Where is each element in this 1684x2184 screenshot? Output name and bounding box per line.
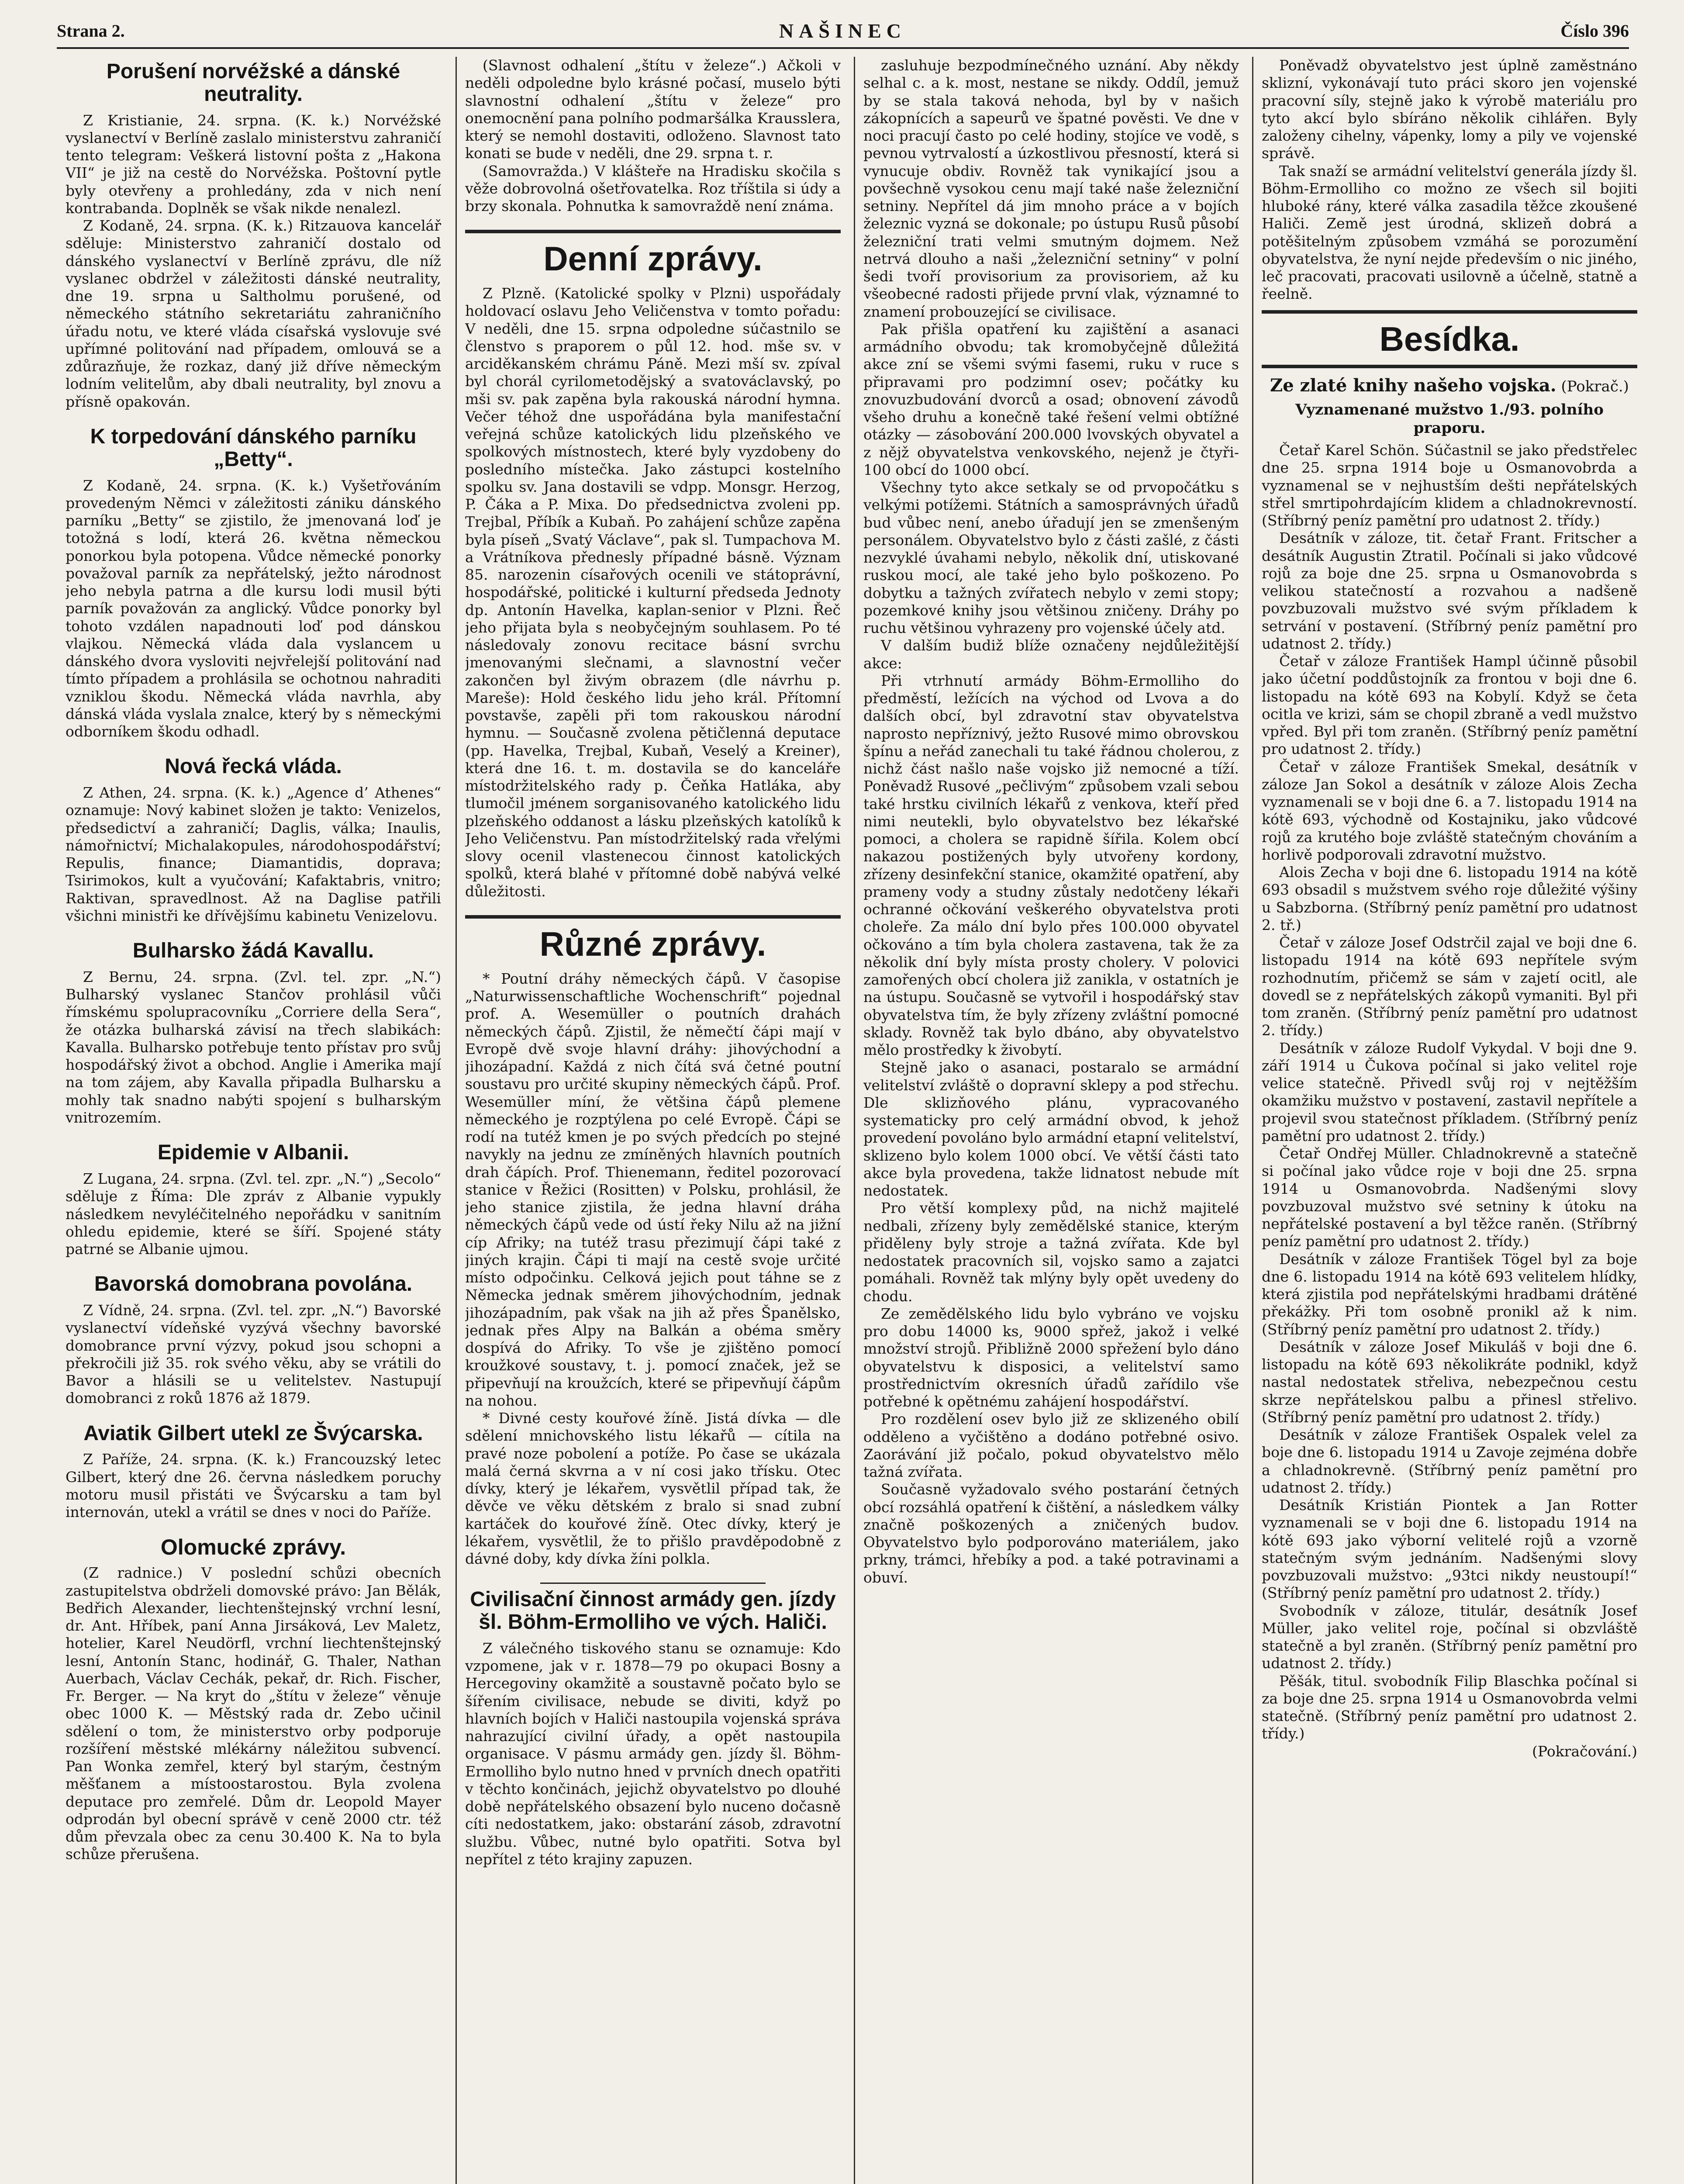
- paragraph: Z Paříže, 24. srpna. (K. k.) Francouzský letec Gilbert, který dne 26. června následkem poruchy motoru musil přistáti ve Švýcarsku a tam byl internován, utekl a vrátil se dnes v noci do Paříže.: [66, 1451, 441, 1521]
- headline: Epidemie v Albanii.: [157, 1141, 349, 1165]
- headline: K torpedování dánského parníku „Betty“.: [90, 425, 417, 471]
- article-civilisation: [465, 1588, 841, 1868]
- paragraph: Pro větší komplexy půd, na nichž majitelé nedbali, zřízeny byly zemědělské stanice, kterým přiděleny byly stroje a tažná zvířata. Kde byl nedostatek pracovních sil, vojsko samo a zajatci pomáhali. Rovněž tak mlýny byly opět uvedeny do chodu.: [863, 1199, 1239, 1305]
- paragraph: Z Bernu, 24. srpna. (Zvl. tel. zpr. „N.“) Bulharský vyslanec Stančov prohlásil vůči římskému spolupracovníku „Corriere della Sera“, že otázka bulharská závisí na třech slabikách: Kavalla. Bulharsko potřebuje tento přístav pro svůj hospodářský život a obchod. Anglie i Amerika mají na tom zájem, aby Kavalla připadla Bulharsku a mohly tak snadno nabýti spojení s bulharským vnitrozemím.: [66, 968, 441, 1126]
- column-rule: [456, 57, 457, 2184]
- paragraph: Z Kodaně, 24. srpna. (K. k.) Vyšetřováním provedeným Němci v záležitosti zániku dánského parníku „Betty“ se zjistilo, že jmenovaná loď je totožná s lodí, která 26. května německou ponorkou byla potopena. Vůdce německé ponorky považoval parník za nepřátelský, ježto národnost jeho nebyla patrna a dle kursu lodi musil býti parník považován za anglický. Vůdce ponorky byl tohoto vzdálen napadnouti loď pod dánskou vlajkou. Německá vláda dala vyslancem u dánského dvora vysloviti nejvřelejší politování nad tímto případem a prohlásila se ochotnou nahraditi vzniklou škodu. Německá vláda navrhla, aby dánská vláda vyslala znalce, který by s německými odborníkem škodu odhadl.: [66, 477, 441, 740]
- paragraph: Alois Zecha v boji dne 6. listopadu 1914 na kótě 693 obsadil s mužstvem svého roje důležité výšiny u Sabzborna. (Stříbrný peníz pamětní pro udatnost 2. tř.): [1262, 864, 1637, 933]
- headline: Porušení norvéžské a dánské neutrality.: [106, 60, 400, 106]
- column-rule: [1252, 57, 1253, 2184]
- paragraph: Tak snaží se armádní velitelství generála jízdy šl. Böhm-Ermolliho co možno ze všech sil bojiti hluboké rány, které válka zasadila těžce zkoušené Haliči. Země jest úrodná, sklizeň dobrá a potěšitelným způsobem vzmáhá se porozumění obyvatelstva, že nyní nejde především o nic jiného, leč pracovati, pracovati usilovně a účelně, statně a řeelně.: [1262, 162, 1637, 303]
- paragraph: Četař v záloze František Hampl účinně působil jako účetní poddůstojník za frontou v boji dne 6. listopadu na kótě 693 na Kobylí. Když se četa ocitla ve krizi, sám se chopil zbraně a vedl mužstvo vpřed. Byl při tom zraněn. (Stříbrný peníz pamětní pro udatnost 2. třídy.): [1262, 653, 1637, 758]
- paragraph: (Samovražda.) V klášteře na Hradisku skočila s věže dobrovolná ošetřovatelka. Roz tříštila si údy a brzy skonala. Pohnutka k samovraždě není známa.: [465, 162, 841, 214]
- paragraph: Z Kristianie, 24. srpna. (K. k.) Norvéžské vyslanectví v Berlíně zaslalo ministerstvu zahraničí tento telegram: Veškerá listovní pošta z „Hakona VII“ je již na cestě do Norvéžska. Poštovní pytle byly otevřeny a prohledány, zda v nich není kontrabanda. Doplněk se však nikde nenalezl.: [66, 111, 441, 217]
- issue-number: Číslo 396: [1560, 21, 1629, 41]
- paragraph: (Slavnost odhalení „štítu v železe“.) Ačkoli v neděli odpoledne bylo krásné počasí, muselo býti slavnostní odhalení „štítu v železe“ pro onemocnění pana polního podmaršálka Krausslera, který se nemohl dostaviti, odloženo. Slavnost tato konati se bude v neděli, dne 29. srpna t. r.: [465, 57, 841, 162]
- article-neutrality: [66, 60, 441, 411]
- paragraph: Z Plzně. (Katolické spolky v Plzni) uspořádaly holdovací oslavu Jeho Veličenstva v tomto pořadu: V neděli, dne 15. srpna odpoledne súčastnilo se členstvo s praporem o půl 12. hod. mše sv. v arciděkanském chrámu Páně. Mezi mší sv. zpíval byl chorál cyrilometodějský a svatováclavský, po mši sv. pak zapěna byla rakouská národní hymna. Večer téhož dne uspořádána byla manifestační veřejná schůze katolických lidu plzeňského ve spolkových místnostech, které byly vyzdobeny do posledního místečka. Jako zástupci kostelního spolku sv. Jana dostavili se vdpp. Monsgr. Herzog, P. Čáka a P. Mixa. Do předsednictva zvoleni pp. Trejbal, Příbík a Kubaň. Po zahájení schůze zapěna byla píseň „Svatý Václave“, pak sl. Tumpachova M. a Vrátníkova přednesly případné básně. Význam 85. narozenin císařových ocenili ve státoprávní, hospodářské, politické i kulturní předseda Jednoty dp. Antonín Havelka, kaplan-senior v Plzni. Řeč jeho přijata byla s neobyčejným souhlasem. Po té následovaly zonovu recitace básní svrchu jmenovanými slečnami, a slavnostní večer zakončen byl živým obrazem (dle návrhu p. Mareše): Hold českého lidu jeho král. Přítomní povstavše, zapěli při tom rakouskou národní hymnu. — Současně zvolena pětičlenná deputace (pp. Havelka, Trejbal, Kubaň, Veselý a Kreiner), která dne 16. t. m. dostavila se do kanceláře místodržitelského rady p. Čeňka Hatláka, aby tlumočil jménem sorganisovaného katolického lidu plzeňského oddanost a lásku plzeňských katolíků k Jeho Veličenstvu. Pan místodržitelský rada vřelými slovy ocenil vlastenecou činnost katolických spolků, která blahé v přítomné době nabývá velké důležitosti.: [465, 285, 841, 900]
- divider: [540, 1583, 766, 1584]
- page-header: [57, 17, 1629, 44]
- column-rule: [854, 57, 855, 2184]
- paragraph: zasluhuje bezpodmínečného uznání. Aby někdy selhal c. a k. most, nestane se nikdy. Oddíl, jemuž by se stala taková nehoda, byl by v našich zákopnících a sapeurů ve špatné pověsti. Ve dne v noci pracují často po celé hodiny, stojíce ve vodě, s pevnou vytrvalostí a úzkostlivou přesností, která si vynucuje obdiv. Rovněž tak vynikající jsou a povšechně vysokou cenu mají také naše železniční setniny. Nepřítel dá jim mnoho práce a v bojích železnic vyzná se dokonale; po ústupu Rusů působí železniční trati velmi smutným dojmem. Než netrvá dlouho a naši „železniční setniny“ v polní šedi tvoří provisorium za provisoriem, až ku všeobecné radosti přijede první vlak, významné to znamení probouzející se civilisace.: [863, 57, 1239, 320]
- paragraph: Pak přišla opatření ku zajištění a asanaci armádního obvodu; tak kromobyčejně důležitá akce zní se všemi svými fasemi, ruku v ruce s připravami pro podzimní osev; počátky ku znovuzbudování dvorců a osad; obnovení závodů všeho druhu a konečně také řešení velmi obtížné otázky — zásobování 200.000 lvovských obyvatel a z nějž obyvatelstva venkovského, nejenž je čtyři-100 obcí do 1000 obcí.: [863, 320, 1239, 478]
- paragraph: Pěšák, titul. svobodník Filip Blaschka počínal si za boje dne 25. srpna 1914 u Osmanovobrda velmi statečně. (Stříbrný peníz pamětní pro udatnost 2. třídy.): [1262, 1672, 1637, 1742]
- paragraph: Desátník v záloze Rudolf Vykydal. V boji dne 9. září 1914 u Čukova počínal si jako velitel roje velice statečně. Přivedl svůj roj v nejtěžším okamžiku mužstvo v postavení, zastavil nepřítele a projevil svou statečnost příkladem. (Stříbrný peníz pamětní pro udatnost 2. třídy.): [1262, 1039, 1637, 1144]
- paragraph: Současně vyžadovalo svého postarání četných obcí rozsáhlá opatření k čištění, a následkem války značně poškozených a zničených budov. Obyvatelstvo bylo podporováno materiálem, jako prkny, trámci, hřebíky a pod. a také potravinami a obuví.: [863, 1481, 1239, 1586]
- paragraph: Z Kodaně, 24. srpna. (K. k.) Ritzauova kancelář sděluje: Ministerstvo zahraničí dostalo od dánského vyslanectví v Berlíně zprávu, dle níž vyslanec obdržel v záležitosti dánské neutrality, dne 19. srpna u Saltholmu porušené, od německého státního sekretariátu zahraničního úřadu notu, ve které vláda císařská vyslovuje své upřímné politování nad případem, omlouvá se a zdůrazňuje, že rozkaz, daný již dříve německým lodním velitelům, aby dbali neutrality, byl znovu a přísně opakován.: [66, 217, 441, 410]
- paragraph: Z Lugana, 24. srpna. (Zvl. tel. zpr. „N.“) „Secolo“ sděluje z Říma: Dle zpráv z Albanie vypukly následkem nevyléčitelného nepořádku v sanitním ohledu epidemie, které se šíří. Spojené státy patrné se Albanie ujmou.: [66, 1170, 441, 1258]
- paragraph: Poněvadž obyvatelstvo jest úplně zaměstnáno sklizní, vykonávají tuto práci skoro jen vojenské pracovní síly, stejně jako k výrobě materiálu pro tyto akcí bylo sbíráno několik cihlářen. Byly založeny cihelny, vápenky, lomy a pily ve vojenské správě.: [1262, 57, 1637, 162]
- paragraph: Četař v záloze Josef Odstrčil zajal ve boji dne 6. listopadu 1914 na kótě 693 nepřítele svým rozhodnutím, přičemž se sám v zajetí ocitl, ale dovedl se z nepřátelských zákopů vymaniti. Byl při tom zraněn. (Stříbrný peníz pamětní pro udatnost 2. třídy.): [1262, 934, 1637, 1039]
- paragraph: Z válečného tiskového stanu se oznamuje: Kdo vzpomene, jak v r. 1878—79 po okupaci Bosny a Hercegoviny okamžitě a soustavně počato bylo se šířením civilisace, nebude se diviti, když po hlavních bojích v Haliči nastoupila vojenská správa nahrazující civilní úřady, a opět nastoupila organisace. V pásmu armády gen. jízdy šl. Böhm-Ermolliho bylo nutno hned v prvních dnech opatřiti v těchto končinách, jejichž obyvatelstvo po dlouhé době nepřátelského obsazení bylo nuceno dočasně cíti nedostatkem, jako: obstarání zásob, zdravotní službu. Vůbec, nutné bylo opatřiti. Sotva byl nepřítel z této krajiny zapuzen.: [465, 1639, 841, 1868]
- column-3: [863, 57, 1239, 2184]
- paragraph: * Divné cesty kouřové žíně. Jistá dívka — dle sdělení mnichovského listu lékařů — cítila na pravé noze pobolení a potíže. Po čase se ukázala malá černá skvrna a v ní cosi jako třísku. Otec dívky, který je lékařem, vysvětlil případ tak, že děvče ve věku dětském z bralo si snad zubní kartáček do kouřové žíně. Otec dívky, který je lékařem, vysvětlil, že to přišlo pravděpodobně z dávné doby, kdy dívka žíni polkla.: [465, 1410, 841, 1568]
- paragraph: Četař Ondřej Müller. Chladnokrevně a statečně si počínal jako vůdce roje v boji dne 25. srpna 1914 u Osmanovobrda. Nadšenými slovy povzbuzoval mužstvo své setniny k útoku na nepřátelské postavení a byl těžce raněn. (Stříbrný peníz pamětní pro udatnost 2. třídy.): [1262, 1145, 1637, 1250]
- section-headline: Různé zprávy.: [539, 924, 766, 963]
- paragraph: Desátník v záloze František Ospalek velel za boje dne 6. listopadu 1914 u Zavoje zejména dobře a chladnokrevně. (Stříbrný peníz pamětní pro udatnost 2. třídy.): [1262, 1426, 1637, 1496]
- paragraph: Stejně jako o asanaci, postaralo se armádní velitelství zvláště o dopravní sklepy a pod střechu. Dle sklizňového plánu, vypracovaného systematicky pro celý armádní obvod, k jehož provedení povoláno bylo armádní etapní velitelství, sklizeno bylo kolem 1000 obcí. Ve větší části tato akce byla provedena, takže lidnatost nebude mít nedostatek.: [863, 1059, 1239, 1199]
- section-rule: [465, 230, 841, 233]
- paragraph: Četař Karel Schön. Súčastnil se jako předstřelec dne 25. srpna 1914 boje u Osmanovobrda a vyznamenal se v nejhustším dešti nepřátelských střel smrtipohrdajícím klidem a chladnokrevností. (Stříbrný peníz pamětní pro udatnost 2. třídy.): [1262, 442, 1637, 529]
- article-bulgaria: [66, 940, 441, 1127]
- column-1: [66, 57, 441, 2184]
- paragraph: Pro rozdělení osev bylo již ze sklizeného obilí odděleno a vyčištěno a dodáno potřebné osivo. Zaorávání již počalo, pokud obyvatelstvo mělo tažná zvířata.: [863, 1410, 1239, 1480]
- section-headline-besidka: Besídka.: [1379, 319, 1520, 358]
- paragraph: Desátník v záloze, tit. četař Frant. Fritscher a desátník Augustin Ztratil. Počínali si jako vůdcové rojů za boje dne 25. srpna u Osmanovobrda s velikou statečností a rozvahou a nadšeně povzbuzovali mužstvo své svým příkladem k setrvání v postavení. (Stříbrný peníz pamětní pro udatnost 2. třídy.): [1262, 529, 1637, 652]
- article-betty: [66, 425, 441, 740]
- headline: Civilisační činnost armády gen. jízdy šl. Böhm-Ermolliho ve vých. Haliči.: [470, 1588, 836, 1634]
- page-number: Strana 2.: [57, 21, 125, 41]
- column-4: [1262, 57, 1637, 2184]
- article-greek-government: [66, 755, 441, 925]
- article-albania: [66, 1141, 441, 1258]
- paragraph: * Poutní dráhy německých čápů. V časopise „Naturwissenschaftliche Wochenschrift“ pojednal prof. A. Wesemüller o poutních drahách německých čápů. Zjistil, že němečtí čápi mají v Evropě dvě svoje hlavní dráhy: jihovýchodní a jihozápadní. Každá z nich čítá svá četné poutní soustavu pro určité skupiny německých čápů. Prof. Wesemüller míní, že většina čápů plemene německého je rozptýlena po celé Evropě. Čápi se rodí na tutéž kmen je po svých předcích po stejné navykly na jednu ze zmíněných hlavních poutních drah čápích. Prof. Thienemann, ředitel pozorovací stanice v Řežici (Rositten) v Polsku, prohlásil, že jeho stanice zjistila, že jedna hlavní dráha německých čápů vede od ústí řeky Nilu až na jižní cíp Afriky; na tutéž trasu přezimují čápi také z jiných krajin. Čápi ti mají na cestě svoje určité místo odpočinku. Celková jejich pout táhne se z Německa jednak směrem jihovýchodním, jednak jihozápadním, pak však na jih až přes Španělsko, jednak přes Alpy na Balkán a obéma směry dospívá do Afriky. To vše je zjištěno pomocí kroužkové soustavy, t. j. pomocí značek, jež se připevňují na kroužcích, které se připevňují čápům na nohou.: [465, 970, 841, 1409]
- headline: Bulharsko žádá Kavallu.: [132, 939, 374, 963]
- section-headline: Denní zprávy.: [543, 239, 763, 278]
- paragraph: Z Athen, 24. srpna. (K. k.) „Agence d’ Athenes“ oznamuje: Nový kabinet složen je takto: Venizelos, předsedictví a zahraničí; Daglis, válka; Inaulis, námořnictví; Michalakopules, národohospodářství; Repulis, finance; Diamantidis, doprava; Tsirimokos, kult a vyučování; Kafaktabris, vnitro; Raktivan, spravedlnost. Až na Daglise patřili všichni ministři ke dřívějšímu kabinetu Venizelovu.: [66, 784, 441, 924]
- section-rule: [1262, 310, 1637, 314]
- paragraph: Všechny tyto akce setkaly se od prvopočátku s velkými potížemi. Státních a samosprávných úřadů bud vůbec není, anebo úřadují jen se zmenšeným personálem. Obyvatelstvo bylo z části zašlé, z části nezvyklé úvahami nebylo, několik dní, utiskované ruskou mocí, ale také jeho bylo poškozeno. Po dobytku a tažných zvířatech nebylo v zemi stopy; pozemkové knihy jsou většinou zničeny. Dráhy po ruchu většinou vyhrazeny pro vojenské účely atd.: [863, 479, 1239, 636]
- continuation-label: (Pokrač.): [1561, 378, 1629, 396]
- paragraph: Četař v záloze František Smekal, desátník v záloze Jan Sokol a desátník v záloze Alois Zecha vyznamenali se v boji dne 6. a 7. listopadu 1914 na kótě 693, východně od Kostajniku, jako vůdcové rojů za krutého boje zvláště statečným chováním a horlivě podporovali zdravotní mužstvo.: [1262, 758, 1637, 863]
- section-rule: [465, 915, 841, 919]
- paragraph: Desátník Kristián Piontek a Jan Rotter vyznamenali se v boji dne 6. listopadu 1914 na kótě 693 jako výborní velitelé rojů a vzorně statečným svým jednáním. Nadšenými slovy povzbuzovali mužstvo: „93tci nikdy neustoupí!“ (Stříbrný peníz pamětní pro udatnost 2. třídy.): [1262, 1496, 1637, 1602]
- subheading: Vyznamenané mužstvo 1./93. polního praporu.: [1295, 401, 1604, 437]
- series-title-block: [1262, 375, 1637, 397]
- header-rule: [57, 47, 1629, 49]
- headline: Bavorská domobrana povolána.: [94, 1272, 413, 1296]
- series-title: Ze zlaté knihy našeho vojska.: [1270, 375, 1556, 396]
- paragraph: Desátník v záloze Josef Mikuláš v boji dne 6. listopadu na kótě 693 několikráte podnikl, když nastal nedostatek střeliva, nebezpečnou cestu skrze nepřátelskou palbu a přinesl střelivo. (Stříbrný peníz pamětní pro udatnost 2. třídy.): [1262, 1338, 1637, 1426]
- headline: Nová řecká vláda.: [165, 755, 342, 778]
- paragraph: Svobodník v záloze, titulár, desátník Josef Müller, jako velitel roje, počínal si obzvláště statečně a byl zraněn. (Stříbrný peníz pamětní pro udatnost 2. třídy.): [1262, 1602, 1637, 1672]
- paragraph: Desátník v záloze František Tögel byl za boje dne 6. listopadu 1914 na kótě 693 velitelem hlídky, která zjistila pod nepřátelskými hradbami drátěné překážky. Při tom osobně pronikl až k nim. (Stříbrný peníz pamětní pro udatnost 2. třídy.): [1262, 1250, 1637, 1338]
- headline: Olomucké zprávy.: [160, 1535, 346, 1560]
- paragraph: Při vtrhnutí armády Böhm-Ermolliho do předměstí, ležících na východ od Lvova a do dalších obcí, byl zdravotní stav obyvatelstva naprosto nepříznivý, ježto Rusové mimo obrovskou špínu a neřád zanechali tu také řádnou cholerou, z nichž část našlo naše vojsko již nemocné a tíží. Poněvadž Rusové „pečlivým“ způsobem vzali sebou také hrstku civilních lékařů z venkova, kteří před nimi neutekli, bylo obyvatelstvo bez lékařské pomoci, a cholera se rapidně šířila. Kolem obcí nakazou postižených byly utvořeny kordony, zřízeny desinfekční stanice, okamžité opatření, aby prameny vody a studny zůstaly nedotčeny lékaři ochranné očkování veškerého obyvatelstva proti choleře. Za málo dní bylo přes 100.000 obyvatel očkováno a tím byla cholera zastavena, tak že za několik dní byly místa prosty cholery. V polovici zamořených obcí cholera již zanikla, v ostatních je na ústupu. Současně se vytvořil i hospodářský stav obyvatelstva tím, že byly zřízeny zvláštní pomocné sklady. Rovněž tak bylo dbáno, aby obyvatelstvo mělo prostředky k živobytí.: [863, 672, 1239, 1058]
- continuation-note: (Pokračování.): [1532, 1742, 1637, 1760]
- headline: Aviatik Gilbert utekl ze Švýcarska.: [83, 1421, 423, 1445]
- paragraph: V dalším budiž blíže označeny nejdůležitější akce:: [863, 637, 1239, 672]
- article-olomouc: [66, 1536, 441, 1863]
- paragraph: Ze zemědělského lidu bylo vybráno ve vojsku pro dobu 14000 ks, 9000 spřež, jakož i velké množství strojů. Přibližně 2000 spřežení bylo dáno obyvatelstvu k disposici, a velitelství samo prostřednictvím okresních úřadů zařídilo vše potřebné k opětnému zahájení hospodářství.: [863, 1305, 1239, 1410]
- newspaper-title: NAŠINEC: [779, 19, 906, 42]
- article-daily-news: [465, 241, 841, 900]
- paragraph: Z Vídně, 24. srpna. (Zvl. tel. zpr. „N.“) Bavorské vyslanectví vídeňské vyzývá všechny bavorské domobrance první výzvy, pokud jsou schopni a překročili již 35. rok svého věku, aby se vrátili do Bavor a hlásili se u velitelstev. Nastupují domobranci z roků 1876 až 1879.: [66, 1302, 441, 1407]
- paragraph: (Z radnice.) V poslední schůzi obecních zastupitelstva obdrželi domovské právo: Jan Bělák, Bedřich Alexander, liechtenštejnský vrchní lesní, dr. Ant. Hříbek, paní Anna Jirsáková, Lev Maletz, hotelier, Karel Neudörfl, vrchní liechtenštejnský lesní, Antonín Stanc, hodinář, G. Thaler, Nathan Auerbach, Václav Cechák, pekař, dr. Rich. Fischer, Fr. Berger. — Na kryt do „štítu v železe“ věnuje obec 1000 K. — Městský rada dr. Zebo učinil sdělení o tom, že ministerstvo orby podporuje rozšíření městské mlékárny náležitou subvencí. Pan Wonka zemřel, který byl starým, čestným měšťanem a místoostarostou. Byla zvolena deputace pro zemřelé. Dům dr. Leopold Mayer odprodán byl obecní správě v ceně 2000 ctr. též dům převzala obec za cenu 30.400 K. Na to byla schůze přerušena.: [66, 1564, 441, 1863]
- article-local-news: [465, 57, 841, 215]
- column-2: [465, 57, 841, 2184]
- article-bavaria: [66, 1273, 441, 1407]
- section-rule: [1262, 365, 1637, 368]
- article-misc-news: [465, 926, 841, 1568]
- article-aviator: [66, 1422, 441, 1521]
